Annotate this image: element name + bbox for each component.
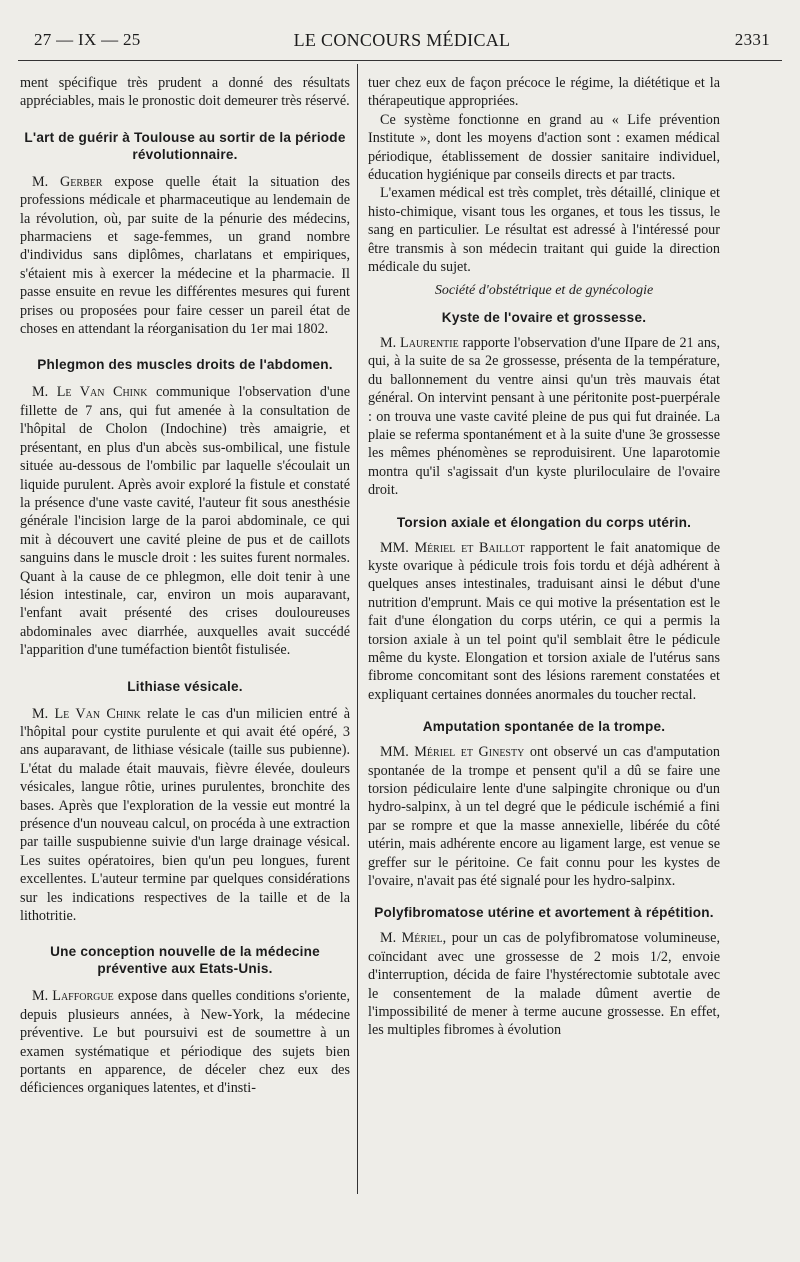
- page-number: 2331: [734, 30, 770, 49]
- section-title-polyfibromatose: Polyfibromatose utérine et avortement à répétition.: [374, 905, 714, 921]
- section-body-kyste-ovaire: M. Laurentie rapporte l'observation d'une IIpare de 21 ans, qui, à la suite de sa 2e grossesse, présenta de la température, du ballonnement du ventre ainsi qu'un très mauvais état général. On intervint pensant à une péritonite post-puerpérale : on trouva une vaste cavité pleine de pus qui fut drainée. La plaie se referma spontanément et à la suite d'une 3e grossesse les mêmes phénomènes se reproduisirent. Une laparotomie montra qu'il s'agissait d'un kyste pluriloculaire de l'ovaire droit.: [368, 334, 720, 499]
- right-column: [368, 74, 720, 1040]
- section-body-polyfibromatose: M. Mériel, pour un cas de polyfibromatose volumineuse, coïncidant avec une grossesse de 2 mois 1/2, envoie d'interruption, décida de faire l'hystérectomie subtotale avec le consentement de la malade dûment avertie de l'impossibilité de mener à terme aucune grossesse. En effet, les multiples fibromes à évolution: [368, 930, 720, 1039]
- issue-date: 27 — IX — 25: [34, 30, 141, 49]
- author-name: MM. Mériel et Baillot: [380, 539, 525, 556]
- left-column: [20, 74, 350, 1098]
- continued-paragraph: tuer chez eux de façon précoce le régime, la diététique et la thérapeutique appropriées.: [368, 75, 720, 110]
- author-name: M. Lafforgue: [32, 988, 114, 1005]
- author-name: M. Gerber: [32, 173, 103, 190]
- paragraph-life-prevention: Ce système fonctionne en grand au « Life prévention Institute », dont les moyens d'action sont : examen médical périodique, établissement de dossier sanitaire individuel, éducation hygiénique par conseils directs et par tracts.: [368, 111, 720, 184]
- paragraph-examen-medical: L'examen médical est très complet, très détaillé, clinique et histo-chimique, visant tous les organes, et tous les tissus, le sang en particulier. Le résultat est adressé à l'intéressé pour être transmis à son médecin traitant qui guide la direction médicale du sujet.: [368, 185, 720, 276]
- section-title-amputation-trompe: Amputation spontanée de la trompe.: [422, 719, 666, 735]
- author-name: M. Mériel,: [380, 930, 447, 947]
- section-title-lithiase: Lithiase vésicale.: [127, 678, 243, 694]
- section-body-amputation-trompe: MM. Mériel et Ginesty ont observé un cas d'amputation spontanée de la trompe et pensent qu'il a dû se faire une torsion pédiculaire lente d'une salpingite chronique ou d'un hydro-salpinx, à un tel degré que le pédicule ischémié a fini par se rompre et que la masse annexielle, libérée du côté utérin, mais adhérente encore au ligament large, est venue se greffer sur le péritoine. Ce fait connu pour les kystes de l'ovaire, n'avait pas été signalé pour les hydro-salpinx.: [368, 744, 721, 890]
- section-body-medecine-preventive: M. Lafforgue expose dans quelles conditions s'oriente, depuis plusieurs années, à New-York, la médecine préventive. Le but poursuivi est de soumettre à un examen systématique et périodique des sujets bien portants en apparence, de déceler chez eux des déficiences organiques latentes, et d'insti-: [20, 988, 350, 1097]
- journal-title: LE CONCOURS MÉDICAL: [293, 30, 511, 50]
- intro-paragraph: ment spécifique très prudent a donné des résultats appréciables, mais le pronostic doit demeurer très réservé.: [20, 75, 350, 110]
- section-title-medecine-preventive: Une conception nouvelle de la médecine préventive aux Etats-Unis.: [50, 944, 320, 977]
- column-divider: [357, 64, 358, 1194]
- page-header: [34, 30, 770, 54]
- header-rule: [18, 60, 782, 61]
- author-name: M. Laurentie: [380, 334, 459, 351]
- section-title-phlegmon: Phlegmon des muscles droits de l'abdomen.: [37, 357, 333, 373]
- section-title-toulouse: L'art de guérir à Toulouse au sortir de la période révolutionnaire.: [24, 129, 346, 162]
- section-body-phlegmon: M. Le Van Chink communique l'observation d'une fillette de 7 ans, qui fut amenée à la consultation de l'hôpital de Cholon (Indochine) très amaigrie, et présentant, en plus d'un abcès sus-ombilical, une fistule située au-dessous de l'ombilic par laquelle s'écoulait un liquide purulent. Après avoir exploré la fistule et constaté la présence d'une vaste cavité, l'auteur fit sous anesthésie générale l'incision large de la paroi abdominale, ce qui mit à découvert une cavité pleine de pus et de caillots sanguins dans le muscle droit : les suites furent normales. Quant à la cause de ce phlegmon, elle doit tenir à une lésion intestinale, car, environ un mois auparavant, l'enfant avait présenté des crises douloureuses abdominales avec diarrhée, auxquelles avait succédé l'apparition d'une tuméfaction bientôt fistulisée.: [20, 384, 351, 659]
- author-name: MM. Mériel et Ginesty: [380, 744, 525, 761]
- section-title-torsion-axiale: Torsion axiale et élongation du corps utérin.: [396, 514, 692, 530]
- author-name: M. Le Van Chink: [32, 705, 141, 722]
- section-body-torsion-axiale: MM. Mériel et Baillot rapportent le fait anatomique de kyste ovarique à pédicule trois fois tordu et déjà adhérent à quelques anses intestinales, traduisant ainsi le début d'une nutrition d'emprunt. Mais ce qui motive la présentation est le fait d'une élongation du corps utérin, ce qui a permis la torsion axiale à un tel point qu'il semblait être le pédicule même du kyste. Elongation et torsion axiale de l'utérus sans fibrome concomitant sont des lésions rarement constatées et expliquant certaines données anormales du toucher rectal.: [368, 539, 720, 703]
- section-title-kyste-ovaire: Kyste de l'ovaire et grossesse.: [441, 309, 647, 325]
- society-heading: Société d'obstétrique et de gynécologie: [434, 283, 654, 299]
- section-body-toulouse: M. Gerber expose quelle était la situation des professions médicale et pharmaceutique au lendemain de la révolution, où, par suite de la pénurie des médecins, pharmaciens et sage-femmes, un grand nombre d'individus sans diplômes, charlatans et empiriques, s'étaient mis à exercer la médecine et la pharmacie. Il passe ensuite en revue les différentes mesures qui furent prises ou proposées pour faire cesser un pareil état de choses en attendant la réorganisation du 1er mai 1802.: [20, 173, 351, 338]
- section-body-lithiase: M. Le Van Chink relate le cas d'un milicien entré à l'hôpital pour cystite purulente et qui avait été opéré, 3 ans auparavant, de lithiase vésicale (taille sus pubienne). L'état du malade était mauvais, fièvre élevée, douleurs vésicales, langue rôtie, urines purulentes, bronchite des bases. Après que l'exploration de la vessie eut montré la présence d'un nouveau calcul, on procéda à une extraction par taille suspubienne suivie d'un large drainage vésical. Les suites opératoires, bien qu'un peu longues, furent excellentes. L'auteur termine par quelques considérations sur les indications respectives de la taille et de la lithotritie.: [20, 705, 351, 925]
- author-name: M. Le Van Chink: [32, 384, 148, 401]
